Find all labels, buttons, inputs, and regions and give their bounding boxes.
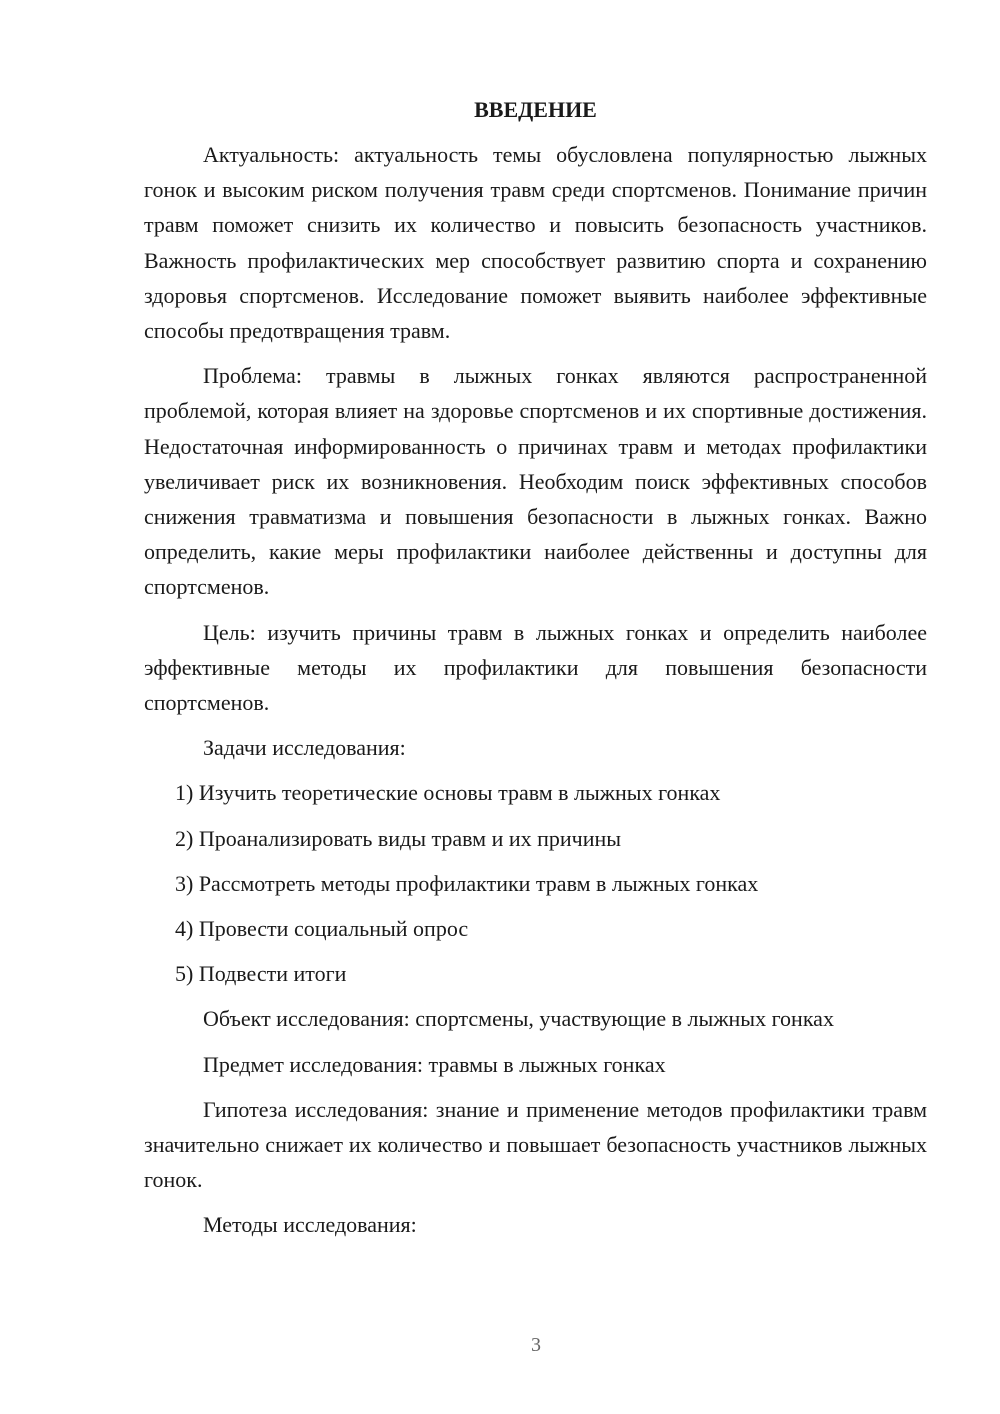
- relevance-paragraph: Актуальность: актуальность темы обусловлена популярностью лыжных гонок и высоким риском получения травм среди спортсменов. Понимание причин травм поможет снизить их количество и повысить безопасность участников. Важность профилактических мер способствует развитию спорта и сохранению здоровья спортсменов. Исследование поможет выявить наиболее эффективные способы предотвращения травм.: [144, 142, 927, 344]
- subject-paragraph: Предмет исследования: травмы в лыжных гонках: [203, 1051, 666, 1077]
- tasks-heading: Задачи исследования:: [203, 735, 406, 761]
- page-number: 3: [531, 1334, 541, 1356]
- task-item-2: 2) Проанализировать виды травм и их причины: [175, 825, 622, 851]
- task-item-4: 4) Провести социальный опрос: [175, 916, 469, 942]
- section-title: ВВЕДЕНИЕ: [474, 97, 597, 122]
- page-content: [144, 92, 927, 1253]
- task-item-3: 3) Рассмотреть методы профилактики травм в лыжных гонках: [175, 870, 759, 896]
- object-paragraph: Объект исследования: спортсмены, участвующие в лыжных гонках: [203, 1006, 834, 1032]
- task-item-5: 5) Подвести итоги: [175, 961, 347, 987]
- task-item-1: 1) Изучить теоретические основы травм в лыжных гонках: [175, 780, 721, 806]
- methods-heading: Методы исследования:: [203, 1212, 417, 1238]
- hypothesis-paragraph: Гипотеза исследования: знание и применение методов профилактики травм значительно снижает их количество и повышает безопасность участников лыжных гонок.: [144, 1096, 927, 1193]
- tasks-list: [144, 775, 927, 991]
- goal-paragraph: Цель: изучить причины травм в лыжных гонках и определить наиболее эффективные методы их профилактики для повышения безопасности спортсменов.: [144, 619, 927, 716]
- problem-paragraph: Проблема: травмы в лыжных гонках являются распространенной проблемой, которая влияет на здоровье спортсменов и их спортивные достижения. Недостаточная информированность о причинах травм и методах профилактики увеличивает риск их возникновения. Необходим поиск эффективных способов снижения травматизма и повышения безопасности в лыжных гонках. Важно определить, какие меры профилактики наиболее действенны и доступны для спортсменов.: [144, 363, 927, 600]
